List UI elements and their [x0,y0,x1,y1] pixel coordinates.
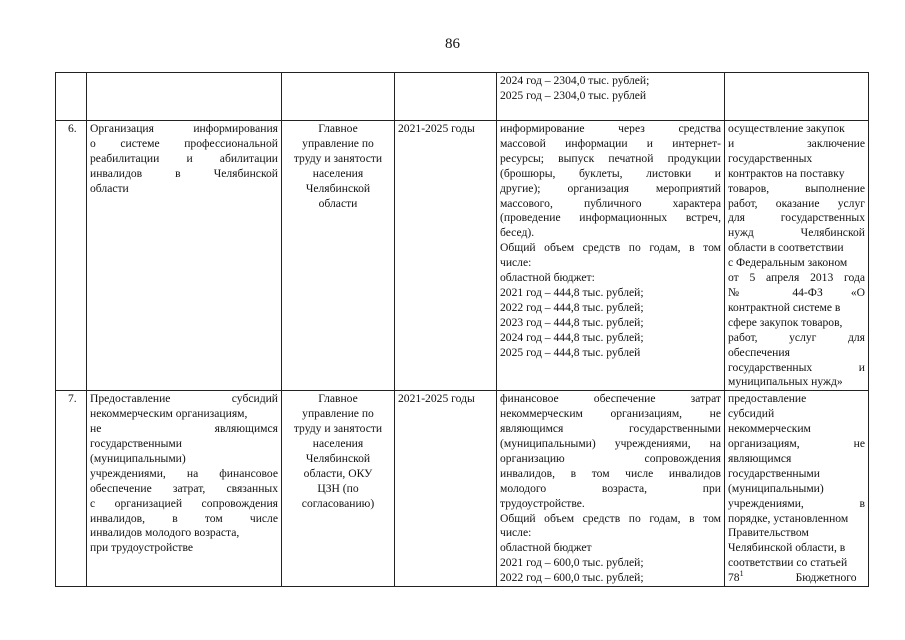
text-line: № 44-ФЗ «О [728,285,865,299]
text-line: с организацией сопровождения [90,496,278,510]
text-line: являющимся [728,451,792,465]
text-line: числе: [500,526,532,540]
text-line: Челябинской [305,181,371,195]
table-row-7 [56,391,869,587]
text-line: 2025 год – 2304,0 тыс. рублей [500,88,647,102]
text-line: работ, услуг для [728,330,865,344]
text-line: областной бюджет: [500,271,595,285]
cell-num [56,73,87,121]
text-line: населения [312,437,364,451]
text-line: некоммерческим [728,422,811,436]
text-line: контрактной системе в [728,300,841,314]
text-line: области [318,196,358,210]
text-line: ресурсы; выпуск печатной продукции [500,151,721,165]
cell-mechanism [725,121,869,391]
text-line: информирование через средства [500,122,721,135]
text-line: числе: [500,256,532,270]
text-line: 2021 год – 444,8 тыс. рублей; [500,285,644,299]
cell-mechanism [725,391,869,587]
text-line: государственных [728,151,813,165]
table-row-6 [56,121,869,391]
text-line: обеспечения [728,345,790,359]
text-line: муниципальных нужд» [728,375,843,389]
text-line: организациям, не [728,437,865,451]
text-line: с Федеральным законом [728,256,848,270]
text-line: являющимся государственными [500,422,721,436]
text-line: населения [312,166,364,180]
text-line: областной бюджет [500,541,592,555]
text-line: 2024 год – 444,8 тыс. рублей; [500,330,644,344]
text-line: Главное [318,392,358,406]
cell-content [497,121,725,391]
text-line: не являющимся [90,422,278,436]
text-line: учреждениями, на финансовое [90,466,278,480]
text-line: работ, оказание услуг [728,196,865,210]
cell-num: 6. [56,121,87,391]
text-line: о системе профессиональной [90,136,278,150]
text-line: сфере закупок товаров, [728,315,843,329]
text-line: финансовое обеспечение затрат [500,392,721,406]
text-line: массовой информации и интернет- [500,136,721,150]
cell-period: 2021-2025 годы [395,121,497,391]
text-line: инвалидов в Челябинской [90,166,278,180]
text-line: управление по [302,136,374,150]
text-line: (муниципальными) [728,481,824,495]
text-line: Главное [318,122,358,135]
program-table [55,72,869,587]
cell-name [87,391,282,587]
text-line: (муниципальными) учреждениями, на [500,437,721,451]
text-line: инвалидов, в том числе [90,511,278,525]
text-line: Организация информирования [90,122,278,135]
text-line: при трудоустройстве [90,541,193,555]
text-line: реабилитации и абилитации [90,151,278,165]
text-line: 2021 год – 600,0 тыс. рублей; [500,556,644,570]
text-line: некоммерческим организациям, [90,407,248,421]
cell-executor [282,391,395,587]
text-line: труду и занятости [293,422,383,436]
text-line: 2025 год – 444,8 тыс. рублей [500,345,641,359]
text-line: инвалидов, в том числе инвалидов [500,466,721,480]
text-line: от 5 апреля 2013 года [728,271,865,285]
text-line: Правительством [728,526,809,540]
text-line: осуществление закупок [728,122,845,135]
text-line: согласованию) [301,496,375,510]
page-number: 86 [445,36,460,52]
text-line: государственных и [728,360,865,374]
text-line: субсидий [728,407,775,421]
text-line: Челябинской области, в [728,541,846,555]
text-line: области в соответствии [728,241,844,255]
text-line: трудоустройстве. [500,496,585,510]
text-line: Челябинской [305,451,371,465]
text-line: бесед). [500,226,535,240]
text-line: массового, публичного характера [500,196,721,210]
text-line: учреждениями, в [728,496,865,510]
table-row-continued [56,73,869,121]
cell-content [497,391,725,587]
text-line: нужд Челябинской [728,226,865,240]
text-line: инвалидов молодого возраста, [90,526,240,540]
cell-period: 2021-2025 годы [395,391,497,587]
cell-mechanism [725,73,869,121]
text-line-article [728,571,865,586]
text-line: 2022 год – 600,0 тыс. рублей; [500,571,644,585]
text-line: области [90,181,129,195]
text-line: государственными [90,437,182,451]
text-line: Предоставление субсидий [90,392,278,406]
text-line: соответствии со статьей [728,556,848,570]
cell-num: 7. [56,391,87,587]
text-line: молодого возраста, при [500,481,721,495]
text-line: предоставление [728,392,807,406]
text-line: ЦЗН (по [317,481,359,495]
cell-period [395,73,497,121]
cell-content [497,73,725,121]
cell-executor [282,121,395,391]
text-line: контрактов на поставку [728,166,845,180]
text-line: государственными [728,466,820,480]
text-line: обеспечение затрат, связанных [90,481,278,495]
text-line: другие); организация мероприятий [500,181,721,195]
text-line: для государственных [728,211,865,225]
text-line: Общий объем средств по годам, в том [500,511,721,525]
text-line: товаров, выполнение [728,181,865,195]
text-line: (брошюры, буклеты, листовки и [500,166,721,180]
text-line: труду и занятости [293,151,383,165]
text-line: порядке, установленном [728,511,849,525]
text-line: организацию сопровождения [500,451,721,465]
text-line: области, ОКУ [303,466,373,480]
text-line: 2024 год – 2304,0 тыс. рублей; [500,74,650,87]
cell-executor [282,73,395,121]
cell-name [87,73,282,121]
article-word: Бюджетного [795,571,857,585]
cell-name [87,121,282,391]
text-line: 2023 год – 444,8 тыс. рублей; [500,315,644,329]
article-number: 78 [728,571,740,585]
text-line: некоммерческим организациям, не [500,407,721,421]
text-line: 2022 год – 444,8 тыс. рублей; [500,300,644,314]
article-superscript: 1 [739,569,744,579]
text-line: (проведение информационных встреч, [500,211,721,225]
text-line: управление по [302,407,374,421]
text-line: Общий объем средств по годам, в том [500,241,721,255]
text-line: и заключение [728,136,865,150]
text-line: (муниципальными) [90,451,186,465]
